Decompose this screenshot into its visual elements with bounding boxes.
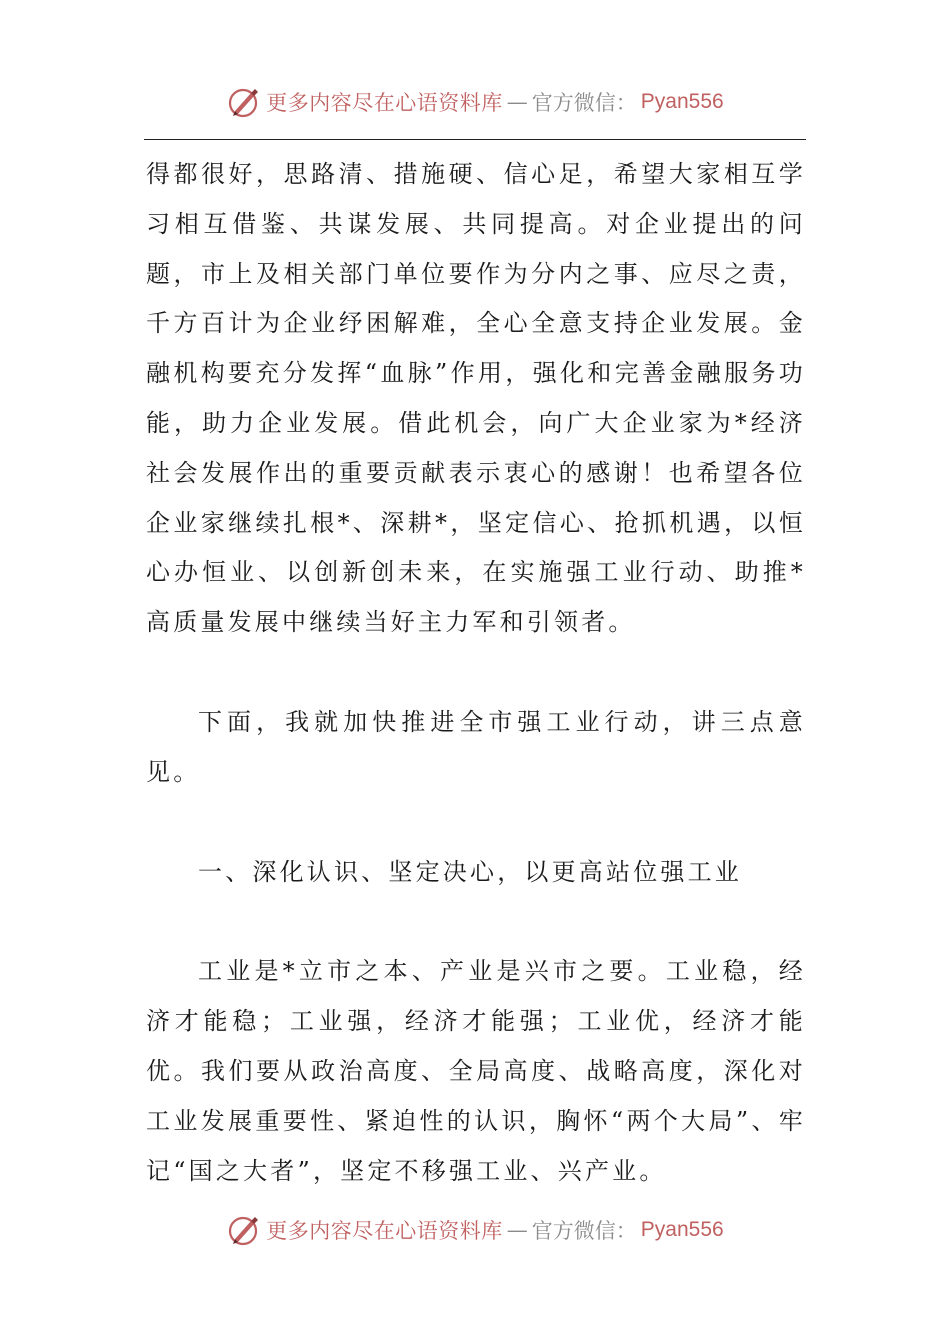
header-contact-label: 官方微信： [531, 91, 637, 115]
footer-wechat-id: Pyan556 [640, 1218, 724, 1241]
header-wechat-id: Pyan556 [640, 90, 724, 113]
document-body [146, 150, 806, 1196]
header-banner [0, 82, 950, 122]
header-site-text: 更多内容尽在心语资料库 [266, 91, 503, 115]
header-banner-content [226, 84, 723, 120]
header-divider [144, 139, 806, 140]
footer-banner-content [226, 1212, 723, 1248]
footer-banner [0, 1210, 950, 1250]
paragraph-section-one: 工业是*立市之本、产业是兴市之要。工业稳，经济才能稳；工业强，经济才能强；工业优，经济才能优。我们要从政治高度、全局高度、战略高度，深化对工业发展重要性、紧迫性的认识，胸怀“两个大局”、牢记“国之大者”，坚定不移强工业、兴产业。 [146, 957, 806, 1185]
section-heading-one: 一、深化认识、坚定决心，以更高站位强工业 [198, 857, 742, 886]
footer-site-text: 更多内容尽在心语资料库 [266, 1219, 503, 1243]
header-separator: — [506, 90, 528, 114]
pen-logo-icon [226, 1212, 262, 1248]
paragraph-continuation: 得都很好，思路清、措施硬、信心足，希望大家相互学习相互借鉴、共谋发展、共同提高。对企业提出的问题，市上及相关部门单位要作为分内之事、应尽之责，千方百计为企业纾困解难，全心全意支持企业发展。金融机构要充分发挥“血脉”作用，强化和完善金融服务功能，助力企业发展。借此机会，向广大企业家为*经济社会发展作出的重要贡献表示衷心的感谢！也希望各位企业家继续扎根*、深耕*，坚定信心、抢抓机遇，以恒心办恒业、以创新创未来，在实施强工业行动、助推*高质量发展中继续当好主力军和引领者。 [146, 160, 806, 637]
pen-logo-icon [226, 84, 262, 120]
paragraph-intro: 下面，我就加快推进全市强工业行动，讲三点意见。 [146, 707, 806, 786]
footer-contact-label: 官方微信： [531, 1219, 637, 1243]
footer-separator: — [506, 1218, 528, 1242]
